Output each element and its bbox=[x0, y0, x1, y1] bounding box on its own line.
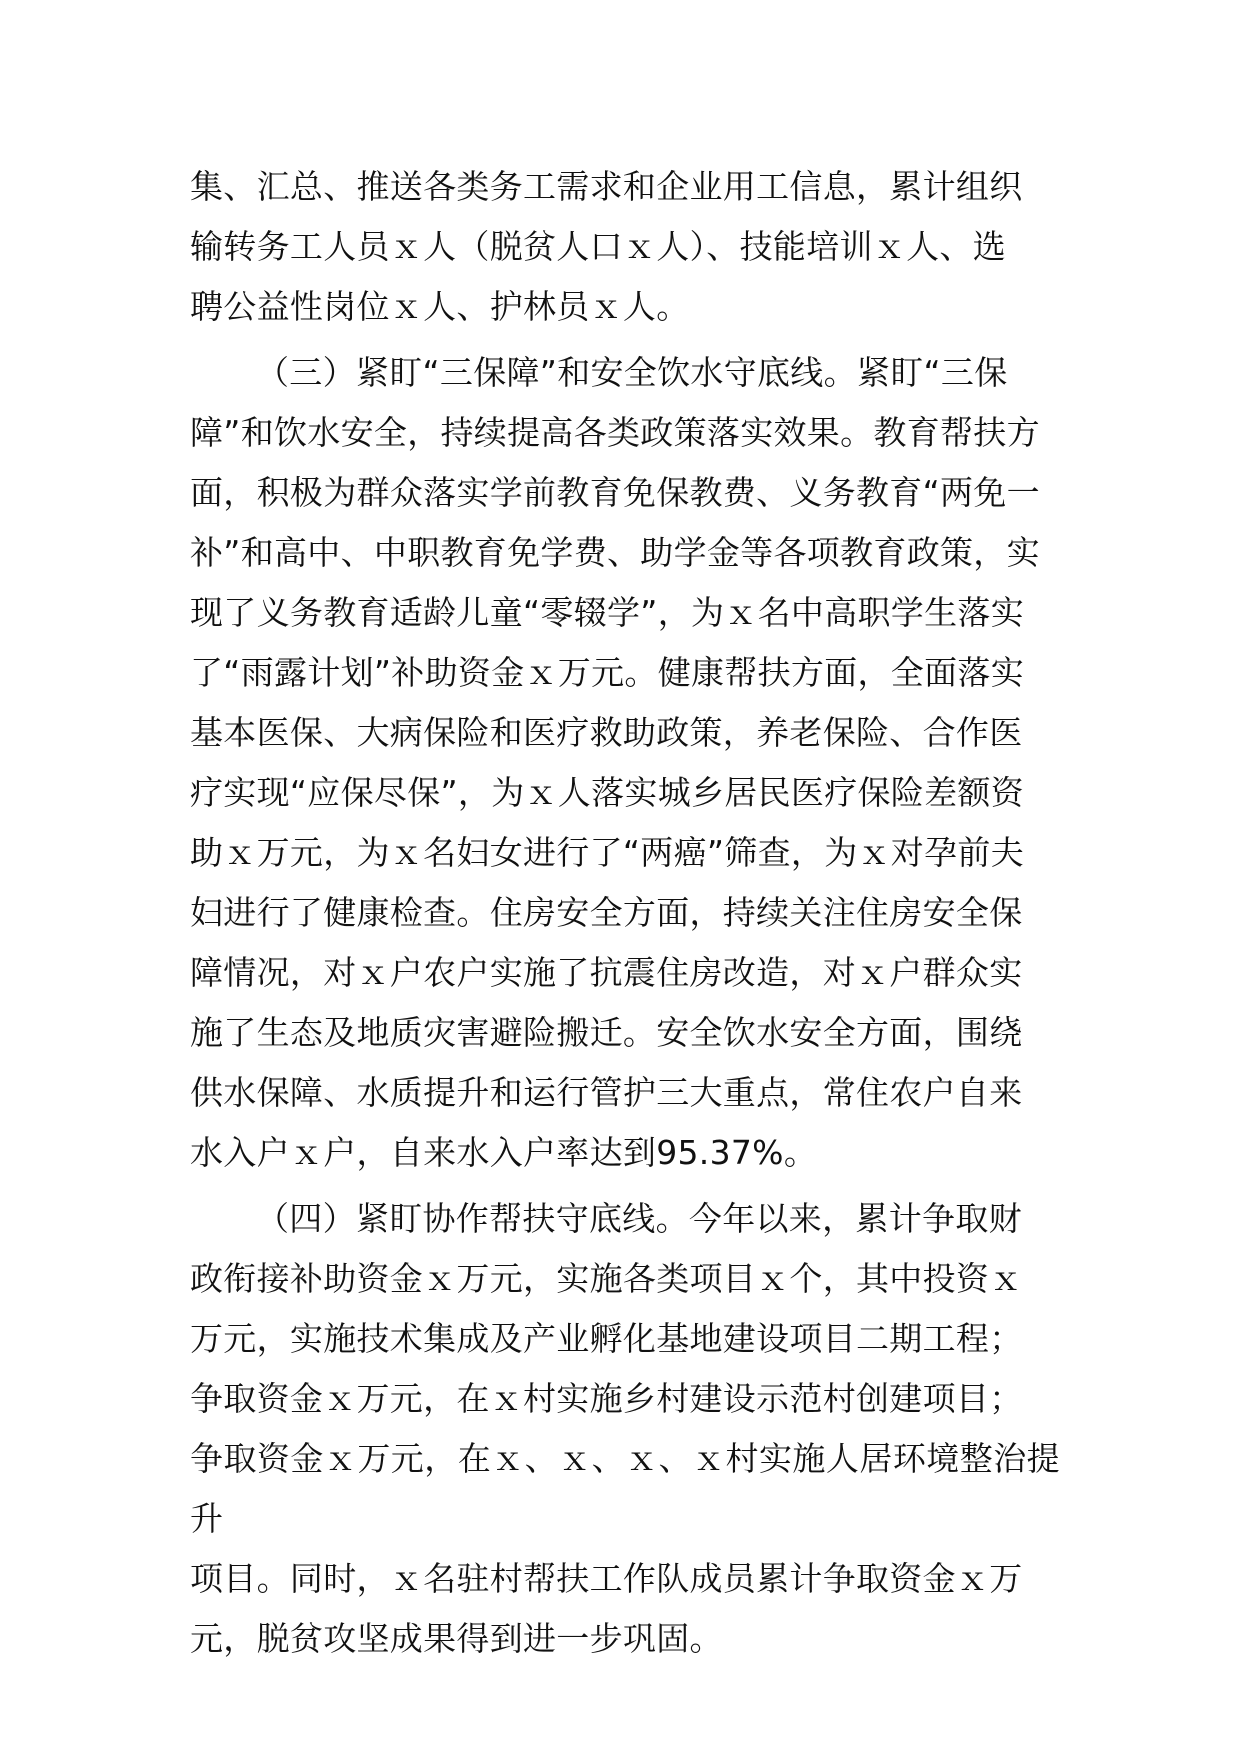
text-line: 争取资金ｘ万元，在ｘ、ｘ、ｘ、ｘ村实施人居环境整治提升 bbox=[190, 1439, 1060, 1538]
text-line: 面，积极为群众落实学前教育免保教费、义务教育“两免一 bbox=[190, 473, 1040, 512]
text-line: 项目。同时，ｘ名驻村帮扶工作队成员累计争取资金ｘ万 bbox=[190, 1559, 1023, 1598]
text-line: 助ｘ万元，为ｘ名妇女进行了“两癌”筛查，为ｘ对孕前夫 bbox=[190, 833, 1024, 872]
text-line: 了“雨露计划”补助资金ｘ万元。健康帮扶方面，全面落实 bbox=[190, 653, 1024, 692]
paragraph-employment-continued bbox=[190, 157, 1060, 337]
text-line: 聘公益性岗位ｘ人、护林员ｘ人。 bbox=[190, 287, 690, 326]
text-line: 施了生态及地质灾害避险搬迁。安全饮水安全方面，围绕 bbox=[190, 1013, 1023, 1052]
text-line: 争取资金ｘ万元，在ｘ村实施乡村建设示范村创建项目； bbox=[190, 1379, 1023, 1418]
text-line-first: （三）紧盯“三保障”和安全饮水守底线。紧盯“三保 bbox=[256, 353, 1008, 392]
text-line: 障情况，对ｘ户农户实施了抗震住房改造，对ｘ户群众实 bbox=[190, 953, 1023, 992]
document-body bbox=[190, 157, 1060, 1675]
text-line: 万元，实施技术集成及产业孵化基地建设项目二期工程； bbox=[190, 1319, 1023, 1358]
text-line: 妇进行了健康检查。住房安全方面，持续关注住房安全保 bbox=[190, 893, 1023, 932]
text-line: 现了义务教育适龄儿童“零辍学”，为ｘ名中高职学生落实 bbox=[190, 593, 1024, 632]
text-line-first: （四）紧盯协作帮扶守底线。今年以来，累计争取财 bbox=[256, 1199, 1022, 1238]
text-line: 补”和高中、中职教育免学费、助学金等各项教育政策，实 bbox=[190, 533, 1040, 572]
paragraph-cooperation-support bbox=[190, 1189, 1060, 1669]
text-line: 水入户ｘ户，自来水入户率达到95.37%。 bbox=[190, 1133, 818, 1172]
text-line: 供水保障、水质提升和运行管护三大重点，常住农户自来 bbox=[190, 1073, 1023, 1112]
text-line: 基本医保、大病保险和医疗救助政策，养老保险、合作医 bbox=[190, 713, 1023, 752]
text-line: 政衔接补助资金ｘ万元，实施各类项目ｘ个，其中投资ｘ bbox=[190, 1259, 1023, 1298]
text-line: 疗实现“应保尽保”，为ｘ人落实城乡居民医疗保险差额资 bbox=[190, 773, 1024, 812]
text-line: 集、汇总、推送各类务工需求和企业用工信息，累计组织 bbox=[190, 167, 1023, 206]
text-line: 输转务工人员ｘ人（脱贫人口ｘ人）、技能培训ｘ人、选 bbox=[190, 227, 1006, 266]
text-line: 障”和饮水安全，持续提高各类政策落实效果。教育帮扶方 bbox=[190, 413, 1040, 452]
text-line: 元，脱贫攻坚成果得到进一步巩固。 bbox=[190, 1619, 723, 1658]
paragraph-three-guarantees bbox=[190, 343, 1060, 1183]
